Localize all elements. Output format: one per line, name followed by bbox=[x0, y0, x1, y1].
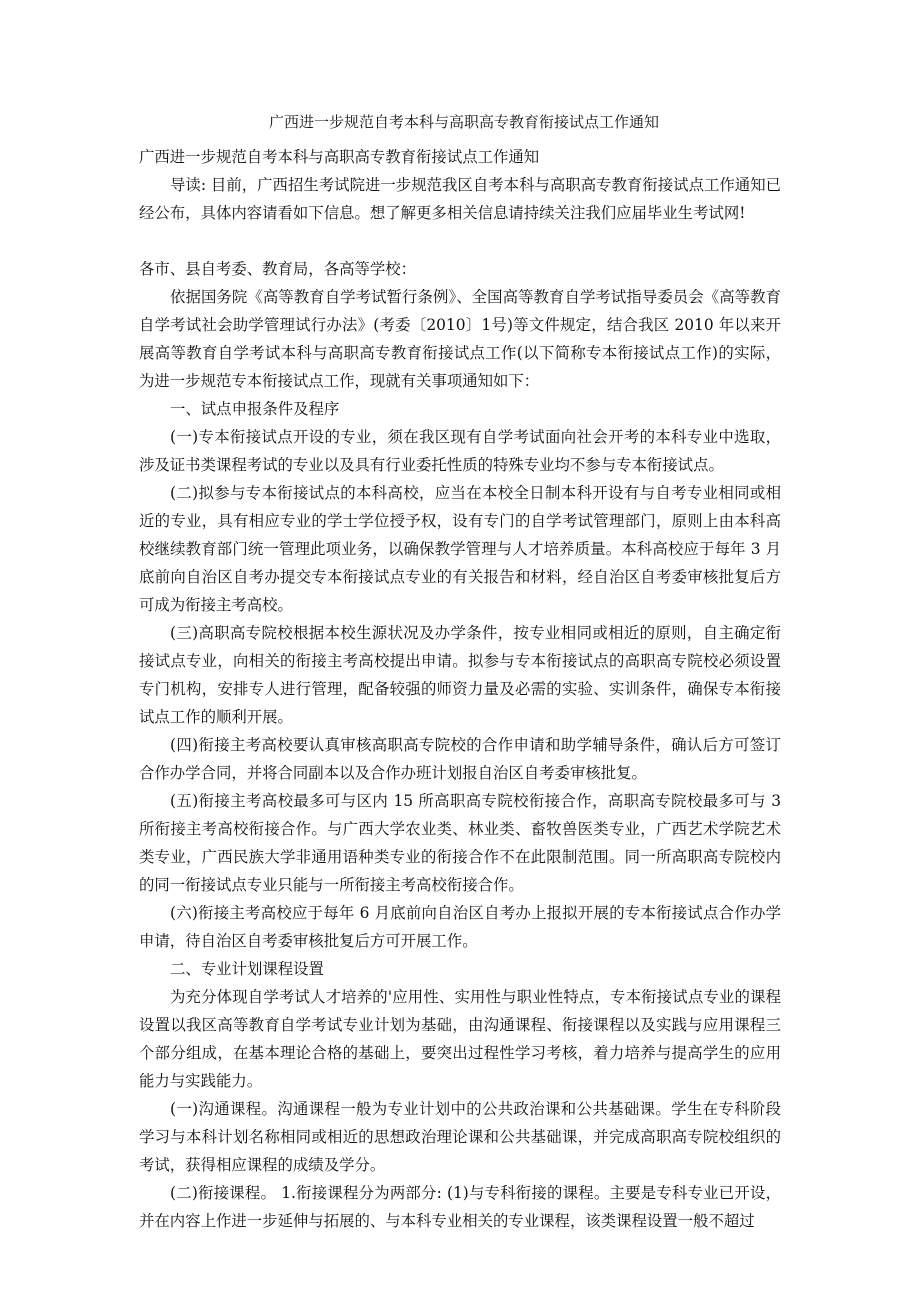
document-subtitle: 广西进一步规范自考本科与高职高专教育衔接试点工作通知 bbox=[139, 148, 540, 166]
intro-paragraph: 导读: 目前，广西招生考试院进一步规范我区自考本科与高职高专教育衔接试点工作通知已经公布，具体内容请看如下信息。想了解更多相关信息请持续关注我们应届毕业生考试网! bbox=[139, 176, 781, 222]
paragraph-spacer bbox=[139, 227, 781, 255]
body-paragraph: (一)专本衔接试点开设的专业，须在我区现有自学考试面向社会开考的本科专业中选取，涉及证书类课程考试的专业以及具有行业委托性质的特殊专业均不参与专本衔接试点。 bbox=[139, 428, 781, 474]
body-paragraph: (二)衔接课程。 1.衔接课程分为两部分: (1)与专科衔接的课程。主要是专科专业已开设，并在内容上作进一步延伸与拓展的、与本科专业相关的专业课程，该类课程设置一般不超过 bbox=[139, 1184, 781, 1230]
body-paragraph: 为充分体现自学考试人才培养的'应用性、实用性与职业性特点，专本衔接试点专业的课程设置以我区高等教育自学考试专业计划为基础，由沟通课程、衔接课程以及实践与应用课程三个部分组成，在基本理论合格的基础上，要突出过程性学习考核，着力培养与提高学生的应用能力与实践能力。 bbox=[139, 988, 781, 1090]
document-title: 广西进一步规范自考本科与高职高专教育衔接试点工作通知 bbox=[268, 113, 659, 131]
salutation: 各市、县自考委、教育局，各高等学校： bbox=[139, 260, 417, 278]
body-paragraph: (三)高职高专院校根据本校生源状况及办学条件，按专业相同或相近的原则，自主确定衔接试点专业，向相关的衔接主考高校提出申请。拟参与专本衔接试点的高职高专院校必须设置专门机构，安排专人进行管理，配备较强的师资力量及必需的实验、实训条件，确保专本衔接试点工作的顺利开展。 bbox=[139, 624, 781, 726]
document-body bbox=[139, 112, 781, 1235]
section-heading: 二、专业计划课程设置 bbox=[170, 960, 324, 978]
body-paragraph: 依据国务院《高等教育自学考试暂行条例》、全国高等教育自学考试指导委员会《高等教育自学考试社会助学管理试行办法》(考委〔2010〕1号)等文件规定，结合我区 2010 年以来开展高等教育自学考试本科与高职高专教育衔接试点工作(以下简称专本衔接试点工作)的实际，为进一步规范专本衔接试点工作，现就有关事项通知如下： bbox=[139, 288, 781, 390]
body-paragraph: (六)衔接主考高校应于每年 6 月底前向自治区自考办上报拟开展的专本衔接试点合作办学申请，待自治区自考委审核批复后方可开展工作。 bbox=[139, 904, 781, 950]
body-paragraph: (四)衔接主考高校要认真审核高职高专院校的合作申请和助学辅导条件，确认后方可签订合作办学合同，并将合同副本以及合作办班计划报自治区自考委审核批复。 bbox=[139, 736, 781, 782]
body-paragraph: (五)衔接主考高校最多可与区内 15 所高职高专院校衔接合作，高职高专院校最多可与 3 所衔接主考高校衔接合作。与广西大学农业类、林业类、畜牧兽医类专业，广西艺术学院艺术类专业，广西民族大学非通用语种类专业的衔接合作不在此限制范围。同一所高职高专院校内的同一衔接试点专业只能与一所衔接主考高校衔接合作。 bbox=[139, 792, 781, 894]
section-heading: 一、试点申报条件及程序 bbox=[170, 400, 340, 418]
body-paragraph: (一)沟通课程。沟通课程一般为专业计划中的公共政治课和公共基础课。学生在专科阶段学习与本科计划名称相同或相近的思想政治理论课和公共基础课，并完成高职高专院校组织的考试，获得相应课程的成绩及学分。 bbox=[139, 1100, 781, 1174]
body-paragraph: (二)拟参与专本衔接试点的本科高校，应当在本校全日制本科开设有与自考专业相同或相近的专业，具有相应专业的学士学位授予权，设有专门的自学考试管理部门，原则上由本科高校继续教育部门统一管理此项业务，以确保教学管理与人才培养质量。本科高校应于每年 3 月底前向自治区自考办提交专本衔接试点专业的有关报告和材料，经自治区自考委审核批复后方可成为衔接主考高校。 bbox=[139, 484, 781, 614]
